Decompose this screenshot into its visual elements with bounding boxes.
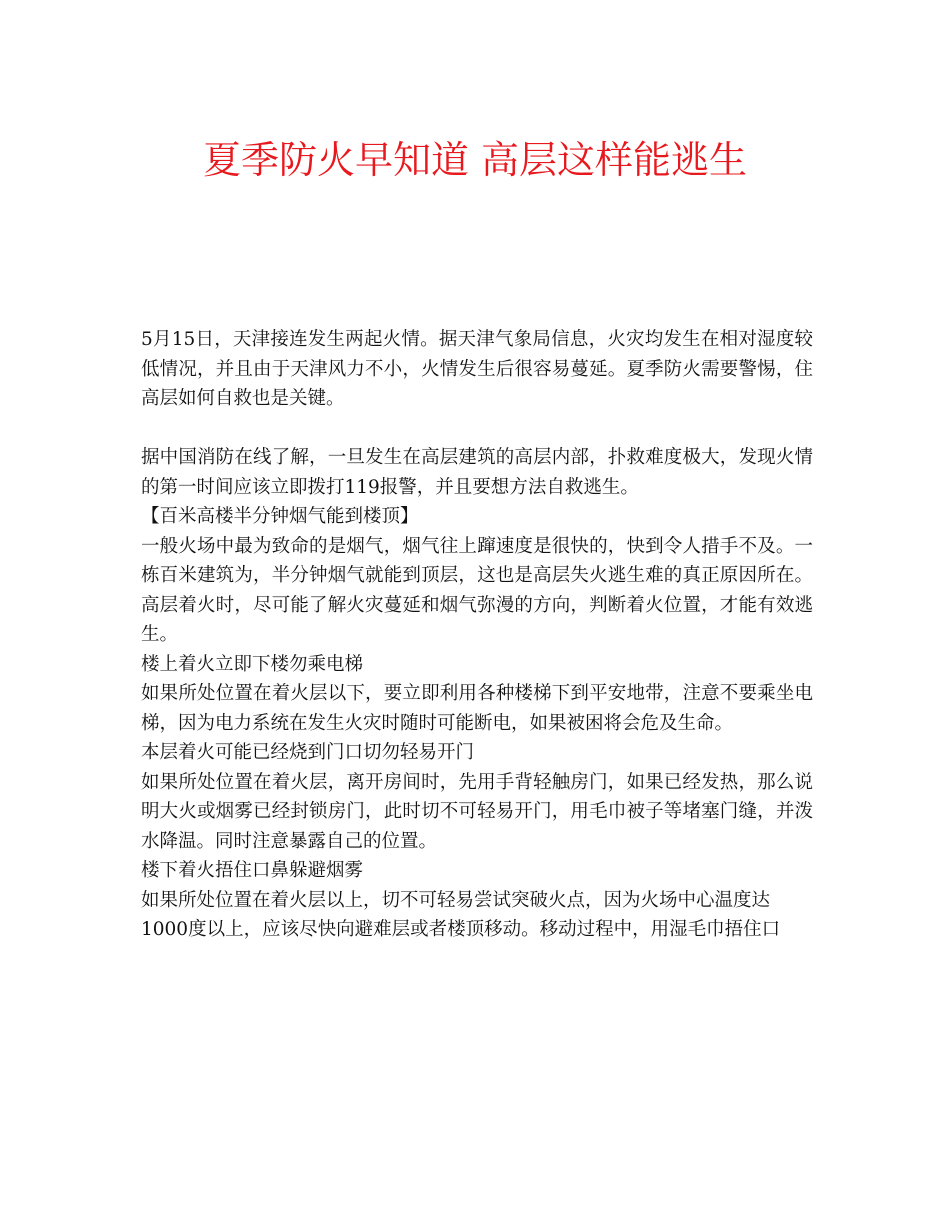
paragraph-intro: 5月15日，天津接连发生两起火情。据天津气象局信息，火灾均发生在相对湿度较低情况，并且由于天津风力不小，火情发生后很容易蔓延。夏季防火需要警惕，住高层如何自救也是关键。 xyxy=(141,329,813,409)
section-heading-smoke: 【百米高楼半分钟烟气能到楼顶】 xyxy=(141,506,419,527)
paragraph-report: 据中国消防在线了解，一旦发生在高层建筑的高层内部，扑救难度极大，发现火情的第一时间应该立即拨打119报警，并且要想方法自救逃生。 xyxy=(141,447,813,498)
paragraph-fire-below xyxy=(141,886,813,945)
section-heading-fire-below: 楼下着火捂住口鼻躲避烟雾 xyxy=(141,860,364,881)
section-heading-same-floor: 本层着火可能已经烧到门口切勿轻易开门 xyxy=(141,742,475,763)
section-heading-fire-above: 楼上着火立即下楼勿乘电梯 xyxy=(141,653,364,675)
page-title: 夏季防火早知道 高层这样能逃生 xyxy=(202,138,748,182)
paragraph-smoke: 一般火场中最为致命的是烟气，烟气往上蹿速度是很快的，快到令人措手不及。一栋百米建筑为，半分钟烟气就能到顶层，这也是高层失火逃生难的真正原因所在。高层着火时，尽可能了解火灾蔓延和烟气弥漫的方向，判断着火位置，才能有效逃生。 xyxy=(141,535,813,645)
article-body xyxy=(141,325,813,945)
paragraph-fire-below-line-1: 如果所处位置在着火层以上，切不可轻易尝试突破火点，因为火场中心温度达 xyxy=(141,889,771,911)
paragraph-fire-above: 如果所处位置在着火层以下，要立即利用各种楼梯下到平安地带，注意不要乘坐电梯，因为电力系统在发生火灾时随时可能断电，如果被困将会危及生命。 xyxy=(141,683,813,734)
paragraph-same-floor: 如果所处位置在着火层，离开房间时，先用手背轻触房门，如果已经发热，那么说明大火或烟雾已经封锁房门，此时切不可轻易开门，用毛巾被子等堵塞门缝，并泼水降温。同时注意暴露自己的位置。 xyxy=(141,771,813,852)
paragraph-fire-below-line-2: 1000度以上，应该尽快向避难层或者楼顶移动。移动过程中，用湿毛巾捂住口 xyxy=(141,919,781,940)
